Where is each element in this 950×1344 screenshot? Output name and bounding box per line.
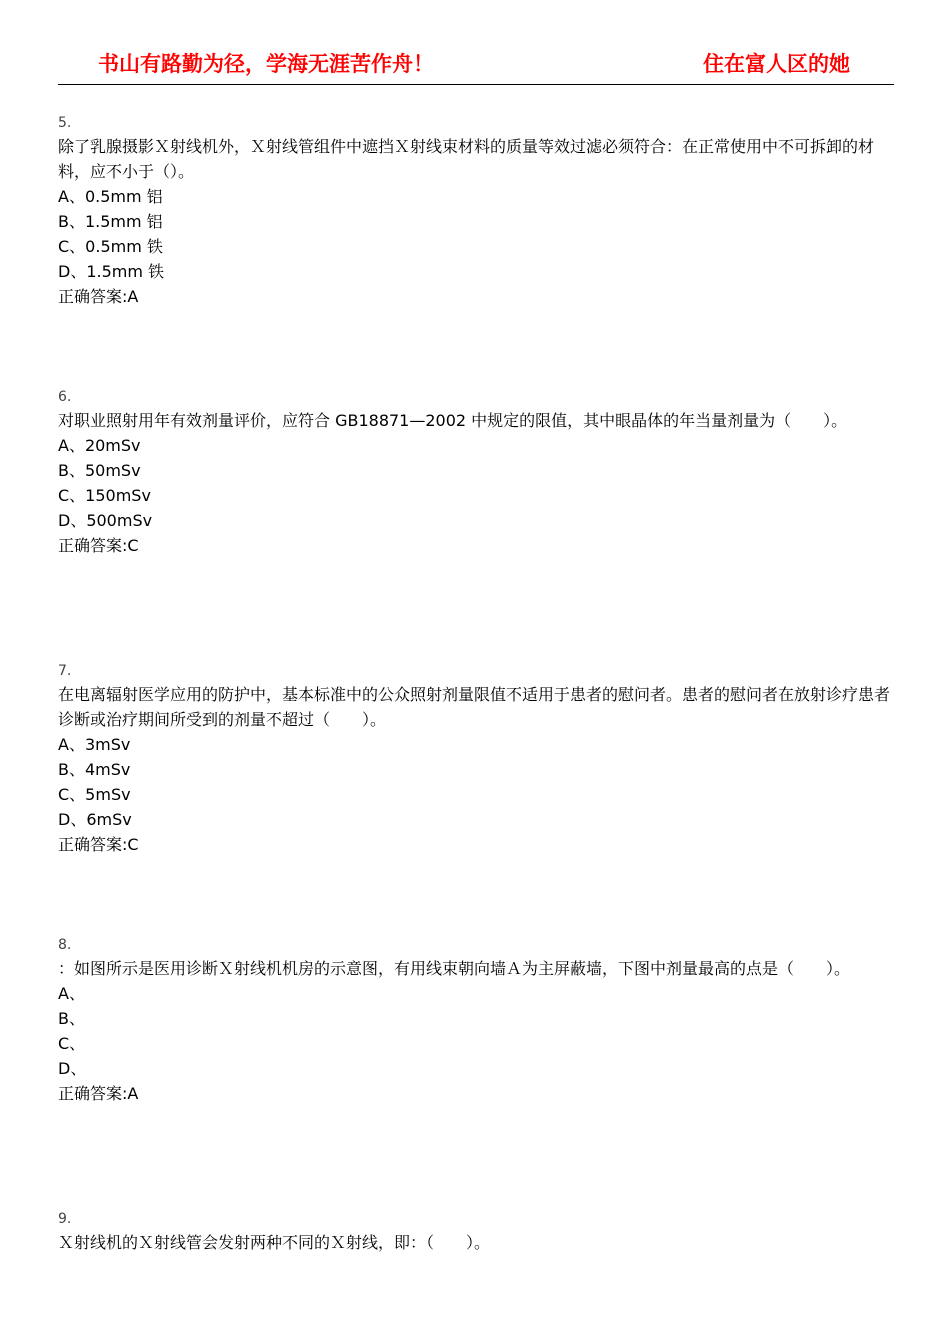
option-a: A、0.5mm 铝 — [58, 187, 163, 206]
question-stem: 对职业照射用年有效剂量评价，应符合 GB18871—2002 中规定的限值，其中眼晶体的年当量剂量为（ ）。 — [58, 411, 848, 430]
question-stem: 在电离辐射医学应用的防护中，基本标准中的公众照射剂量限值不适用于患者的慰问者。患者的慰问者在放射诊疗患者诊断或治疗期间所受到的剂量不超过（ ）。 — [58, 685, 891, 729]
question-stem: 除了乳腺摄影Ｘ射线机外，Ｘ射线管组件中遮挡Ｘ射线束材料的质量等效过滤必须符合：在正常使用中不可拆卸的材料，应不小于（）。 — [58, 137, 875, 181]
option-a: A、 — [58, 984, 85, 1003]
header-author: 住在富人区的她 — [703, 51, 850, 76]
option-b: B、4mSv — [58, 760, 131, 779]
question-stem: Ｘ射线机的Ｘ射线管会发射两种不同的Ｘ射线，即：（ ）。 — [58, 1233, 491, 1252]
question-number: 7. — [58, 663, 72, 679]
question-number: 5. — [58, 115, 72, 131]
question-number: 8. — [58, 937, 72, 953]
option-c: C、0.5mm 铁 — [58, 237, 163, 256]
option-a: A、20mSv — [58, 436, 141, 455]
option-c: C、 — [58, 1034, 86, 1053]
option-d: D、1.5mm 铁 — [58, 262, 165, 281]
correct-answer: 正确答案:A — [58, 1084, 139, 1103]
question-9 — [58, 1210, 894, 1255]
option-d: D、6mSv — [58, 810, 132, 829]
question-6 — [58, 388, 894, 558]
option-c: C、5mSv — [58, 785, 131, 804]
question-8 — [58, 936, 894, 1106]
option-b: B、 — [58, 1009, 85, 1028]
correct-answer: 正确答案:A — [58, 287, 139, 306]
option-d: D、 — [58, 1059, 87, 1078]
option-d: D、500mSv — [58, 511, 153, 530]
option-a: A、3mSv — [58, 735, 131, 754]
question-5 — [58, 114, 894, 309]
option-b: B、50mSv — [58, 461, 141, 480]
question-7 — [58, 662, 894, 857]
question-stem: ：如图所示是医用诊断Ｘ射线机机房的示意图，有用线束朝向墙Ａ为主屏蔽墙，下图中剂量最高的点是（ ）。 — [58, 959, 851, 978]
correct-answer: 正确答案:C — [58, 536, 139, 555]
option-c: C、150mSv — [58, 486, 151, 505]
option-b: B、1.5mm 铝 — [58, 212, 163, 231]
correct-answer: 正确答案:C — [58, 835, 139, 854]
question-number: 6. — [58, 389, 72, 405]
header-motto: 书山有路勤为径，学海无涯苦作舟！ — [98, 51, 434, 76]
question-number: 9. — [58, 1211, 72, 1227]
page-header — [58, 44, 894, 85]
